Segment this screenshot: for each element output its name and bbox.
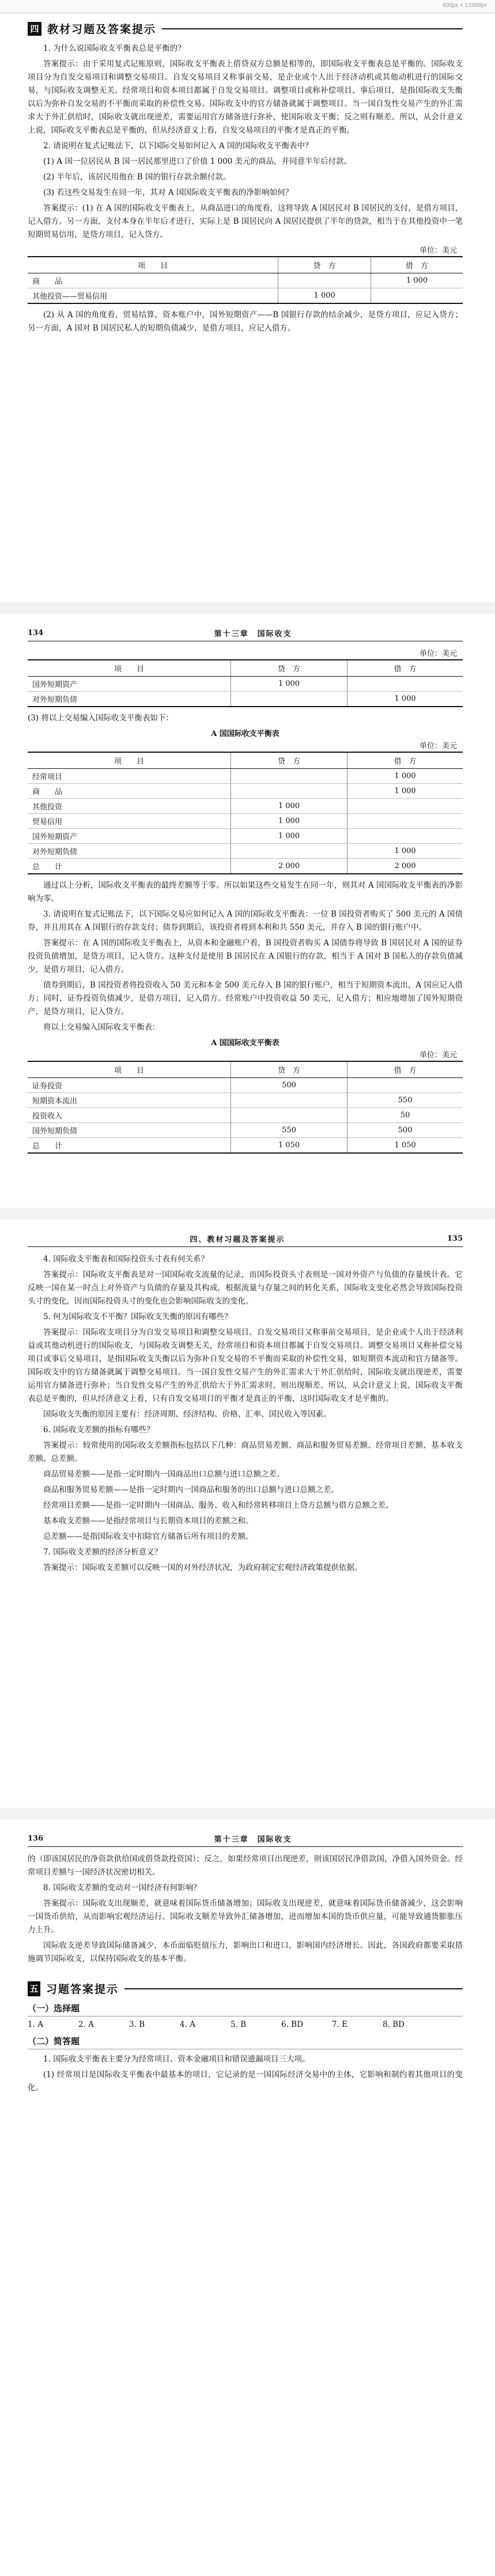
balance-table-3 [28,752,463,874]
table-cell [278,273,371,288]
table-row [28,769,463,784]
table-header: 借 方 [347,752,463,769]
paragraph-continued: 的（即该国居民的净资款供给国或借贷款投资国）；反之，如果经常项目出现逆差，则该国居民净借款国，净借入国外资金。经常项目差额与一国经济状况密切相关。 [28,1854,463,1877]
viewer-toolbar [0,0,495,13]
subsection-heading: （二）简答题 [28,2035,463,2049]
answer-5-part-2: 国际收支失衡的原因主要有：经济周期、经济结构、价格、汇率、国民收入等因素。 [43,1410,331,1419]
section-header [28,1981,463,1996]
answer-7: 答案提示：国际收支差额可以反映一国的对外经济状况，为政府制定宏观经济政策提供依据。 [43,1563,362,1572]
page-1 [0,14,495,602]
question-7: 7. 国际收支差额的经济分析意义？ [43,1548,163,1557]
table-cell: 总 计 [28,1138,231,1154]
table-row [28,784,463,799]
table-cell [231,769,347,784]
answer-8-part-1: 答案提示：国际收支出现顺差，就意味着国际货币储备增加；国际收支出现逆差，就意味着国际货币储备减少，这会影响一国货币供给，从而影响宏观经济运行。国际收支顺差导致外汇储备增加，进而增加本国的货币供应量，可能导致通货膨胀压力上升。 [28,1899,463,1935]
table-cell: 1 000 [347,692,463,707]
choice-answer: 8. BD [383,2020,405,2029]
section-rule [124,1988,463,1989]
table-cell: 其他投资——贸易信用 [28,288,278,304]
table-cell [231,692,347,707]
table-cell [347,799,463,814]
answer-5-part-1: 答案提示：国际收支项目分为自发交易项目和调整交易项目。自发交易项目又称事前交易项目，是企业或个人出于经济利益或其他动机进行的国际收支，与国际收支调整无关，经常项目和资本项目都属于自发交易项目。调整交易项目又称补偿交易项目或事后交易项目，是指国际收支失衡以后为弥补自发交易的不平衡而采取的补偿性交易，如短期资本流动和官方储备等。国际收支中的官方储备就属于调整交易项目。当一国自发性交易产生的外汇需求大于外汇供给时，国际收支就出现逆差，需要运用官方储备进行弥补；当自发性交易产生的外汇供给大于外汇需求时，则出现顺差。所以，从会计意义上说，国际收支平衡表总是平衡的，但从经济意义上看，只有自发交易项目的平衡才是真正的平衡，这时国际收支才是平衡的。 [28,1328,463,1403]
table-cell: 1 000 [231,829,347,844]
table-cell: 500 [231,1078,347,1093]
table-cell: 1 000 [231,799,347,814]
table-header: 项 目 [28,1061,231,1078]
table-cell: 总 计 [28,859,231,874]
paragraph: 通过以上分析，国际收支平衡表的最终差额等于零。所以如果这些交易发生在同一年，则其对 A 国国际收支平衡表的净影响为零。 [28,881,463,903]
table-cell: 国外短期资产 [28,829,231,844]
page-4 [0,1819,495,2576]
section-rule [162,28,463,29]
short-answer: 1. 国际收支平衡表主要分为经常项目、资本金融项目和错误遗漏项目三大项。 [43,2055,310,2064]
table-cell [371,288,463,304]
table-row [28,799,463,814]
table-cell: 2 000 [231,859,347,874]
page-number: 136 [28,1834,44,1843]
section-title: 习题答案提示 [46,1983,119,1996]
answer-6-item: 商品贸易差额——是指一定时期内一国商品出口总额与进口总额之差。 [43,1470,285,1479]
table-cell: 其他投资 [28,799,231,814]
question-5: 5. 何为国际收支不平衡？国际收支失衡的原因有哪些？ [43,1312,232,1321]
question-8: 8. 国际收支差额的变动对一国经济有何影响？ [43,1883,201,1892]
table-row [28,1108,463,1123]
table-header: 项 目 [28,660,231,677]
table-header: 贷 方 [231,752,347,769]
table-cell: 550 [347,1093,463,1108]
table-header: 贷 方 [231,660,347,677]
intro-text: 将以上交易编入国际收支平衡表： [43,1023,160,1032]
account-table-1 [28,256,463,304]
choice-answer: 5. B [231,2020,247,2029]
table-header: 项 目 [28,257,278,273]
choice-answers [28,2020,463,2029]
table-cell: 1 000 [347,844,463,859]
table-cell: 贸易信用 [28,814,231,829]
table-row [28,814,463,829]
table-cell [231,1108,347,1123]
table-row [28,288,463,304]
table-cell: 投资收入 [28,1108,231,1123]
choice-answer: 2. A [78,2020,94,2029]
table-cell: 短期资本流出 [28,1093,231,1108]
table-header: 项 目 [28,752,231,769]
table-header: 贷 方 [278,257,371,273]
balance-table-4 [28,1061,463,1154]
answer-8-part-2: 国际收支逆差导致国际储备减少，本币面临贬值压力，影响出口和进口，影响国内经济增长。因此，各国政府都要采取措施调节国际收支，以保持国际收支的基本平衡。 [28,1941,463,1963]
table-cell: 500 [347,1123,463,1138]
answer-1: 答案提示：由于采用复式记账原则，国际收支平衡表上借贷双方总额是相等的，即国际收支平衡表总是平衡的。国际收支项目分为自发交易项目和调整交易项目。自发交易项目又称事前交易，是企业或个人出于经济动机或其他动机进行的国际交易，与国际收支调整无关。经常项目和资本项目都属于自发交易项目。调整项目或称补偿项目、事后项目，是指国际收支失衡以后为弥补自发交易的不平衡而采取的补偿性交易。国际收支中的官方储备就属于调整项目。当一国自发性交易产生的外汇需求大于外汇供给时，国际收支就出现逆差，需要运用官方储备进行弥补，使国际收支平衡；反之则有顺差。所以，从会计意义上说，国际收支平衡表总是平衡的，但从经济意义上看，自发交易项目的平衡才是真正的平衡。 [28,59,463,135]
question-2-item: (3) 若这些交易发生在同一年，其对 A 国国际收支平衡表的净影响如何？ [43,188,293,197]
choice-answer: 3. B [129,2020,145,2029]
table-cell [347,829,463,844]
intro-text: (3) 将以上交易编入国际收支平衡表如下： [28,714,173,723]
running-title: 第十三章 国际收支 [214,1835,292,1844]
answer-6-item: 经常项目差额——是指一定时期内一国商品、服务、收入和经常转移项目上贷方总额与借方总额之差。 [43,1501,394,1510]
table-row [28,273,463,288]
page-number: 134 [28,629,44,637]
running-header [28,628,463,641]
table-row [28,859,463,874]
unit-label: 单位：美元 [419,649,457,658]
table-cell [231,784,347,799]
table-cell: 对外短期负债 [28,692,231,707]
unit-label: 单位：美元 [419,742,457,750]
answer-3-part-2: 债券到期后，B 国投资者将投资收入 50 美元和本金 500 美元存入 B 国的银行账户，相当于短期资本流出，A 国应记入借方；同时，证券投资负债减少，是借方项目，记入借方。经常账户中投资收益 50 美元，记入借方；相应地增加了国外短期资产，是贷方项目，记入贷方。 [28,981,463,1016]
section-number: 四 [28,22,41,36]
table-cell: 1 000 [347,784,463,799]
running-header [28,1833,463,1847]
table-cell [347,1078,463,1093]
page-number: 135 [447,1234,463,1243]
table-cell: 550 [231,1123,347,1138]
table-cell: 商 品 [28,784,231,799]
table-row [28,692,463,707]
page-2 [0,614,495,1208]
table-header: 借 方 [347,660,463,677]
table-cell: 50 [347,1108,463,1123]
table-cell: 1 000 [371,273,463,288]
table-cell: 1 000 [347,769,463,784]
answer-2-part-1: 答案提示：(1) 在 A 国的国际收支平衡表上，从商品进口的角度看，这将导致 A 国居民对 B 国居民的支付，是借方项目，记入借方。另一方面，支付本身在半年后才进行，实际上是 B 国居民向 A 国居民提供了半年的贷款，相当于在其他投资中一笔短期贸易信用，是贷方项目，记入贷方。 [28,204,463,239]
table-header: 借 方 [371,257,463,273]
table-caption: A 国国际收支平衡表 [211,1039,279,1047]
question-6: 6. 国际收支差额的指标有哪些？ [43,1425,154,1435]
subsection-heading: （一）选择题 [28,2002,463,2017]
answer-6-item: 总差额——是指国际收支中扣除官方储备后所有项目的差额。 [43,1532,254,1541]
answer-2-part-2: (2) 从 A 国的角度看，贸易结算，资本账户中，国外短期资产——B 国银行存款的结余减少，是贷方项目，应记入贷方；另一方面，A 国对 B 国居民私人的短期负债减少，是借方项目，应记入借方。 [28,310,463,333]
choice-answer: 6. BD [281,2020,303,2029]
question-2: 2. 请说明在复式记账法下，以下国际交易如何记入 A 国的国际收支平衡表中？ [43,141,313,151]
table-cell: 对外短期负债 [28,844,231,859]
table-cell: 国外短期负债 [28,1123,231,1138]
unit-label: 单位：美元 [419,246,457,255]
table-cell: 1 050 [347,1138,463,1154]
answer-6-item: 商品和服务贸易差额——是指一定时期内一国商品和服务的出口总额与进口总额之差。 [43,1485,339,1494]
table-cell: 证券投资 [28,1078,231,1093]
table-cell: 1 000 [278,288,371,304]
table-cell: 2 000 [347,859,463,874]
table-cell [231,844,347,859]
running-header [28,1233,463,1247]
page-3 [0,1219,495,1808]
short-answer-detail: (1) 经常项目是国际收支平衡表中最基本的项目，它记录的是一国国际经济交易中的主体，它影响和制约着其他项目的变化。 [28,2070,463,2093]
running-title: 第十三章 国际收支 [214,630,292,639]
choice-answer: 1. A [28,2020,43,2029]
table-cell [347,677,463,692]
table-cell [231,1093,347,1108]
question-2-item: (1) A 国一位居民从 B 国一居民那里进口了价值 1 000 美元的商品，并同意半年后付款。 [43,157,352,166]
table-row [28,844,463,859]
question-1: 1. 为什么说国际收支平衡表总是平衡的？ [43,44,186,53]
table-header: 借 方 [347,1061,463,1078]
table-cell: 1 000 [231,814,347,829]
question-4: 4. 国际收支平衡表和国际投资头寸表有何关系？ [43,1255,209,1264]
table-row [28,1123,463,1138]
unit-label: 单位：美元 [419,1051,457,1060]
choice-answer: 4. A [180,2020,195,2029]
running-title: 四、教材习题及答案提示 [190,1236,285,1244]
section-header [28,21,463,36]
image-size-label: 800px × 13399px [442,2,487,9]
answer-3-part-1: 答案提示：在 A 国的国际收支平衡表上，从资本和金融账户看，B 国投资者购买 A 国债券将导致 B 国居民对 A 国的证券投资负债增加，是贷方项目，记入贷方。这种支付是使用 B 国居民在 A 国银行的存款，相当于 A 国对 B 国私人的存款负债减少，是借方项目，记入借方。 [28,938,463,974]
account-table-2 [28,659,463,707]
question-3: 3. 请说明在复式记账法下，以下国际交易应如何记入 A 国的国际收支平衡表：一位 B 国投资者购买了 500 美元的 A 国债券，并且用其在 A 国银行的存款支付；债券到期后，该投资者将到本利和共 550 美元，并存入 B 国的银行账户中。 [28,910,463,932]
table-header: 贷 方 [231,1061,347,1078]
table-cell: 商 品 [28,273,278,288]
table-row [28,1078,463,1093]
answer-4: 答案提示：国际收支平衡表是对一国国际收支流量的记录，而国际投资头寸表则是一国对外资产与负债的存量统计表。它反映一国在某一时点上对外资产与负债的存量及其构成，根据流量与存量之间的转化关系，国际收支变化必然会导致国际投资头寸的变化，因而国际投资头寸的变化也会影响国际收支的变化。 [28,1270,463,1306]
section-number: 五 [28,1981,40,1996]
table-cell [347,814,463,829]
section-title: 教材习题及答案提示 [47,23,157,36]
answer-6-item: 基本收支差额——是指经常项目与长期资本项目的差额之和。 [43,1516,254,1526]
table-cell: 1 000 [231,677,347,692]
table-row [28,1138,463,1154]
table-row [28,1093,463,1108]
answer-6-part-1: 答案提示：较常使用的国际收支差额指标包括以下几种：商品贸易差额、商品和服务贸易差额、经常项目差额、基本收支差额、总差额。 [28,1441,463,1463]
choice-answer: 7. E [332,2020,348,2029]
table-row [28,829,463,844]
table-caption: A 国国际收支平衡表 [211,730,279,738]
table-row [28,677,463,692]
table-cell: 国外短期资产 [28,677,231,692]
question-2-item: (2) 半年后，该居民用他在 B 国的银行存款余额付款。 [43,172,231,182]
table-cell: 经常项目 [28,769,231,784]
table-cell: 1 050 [231,1138,347,1154]
